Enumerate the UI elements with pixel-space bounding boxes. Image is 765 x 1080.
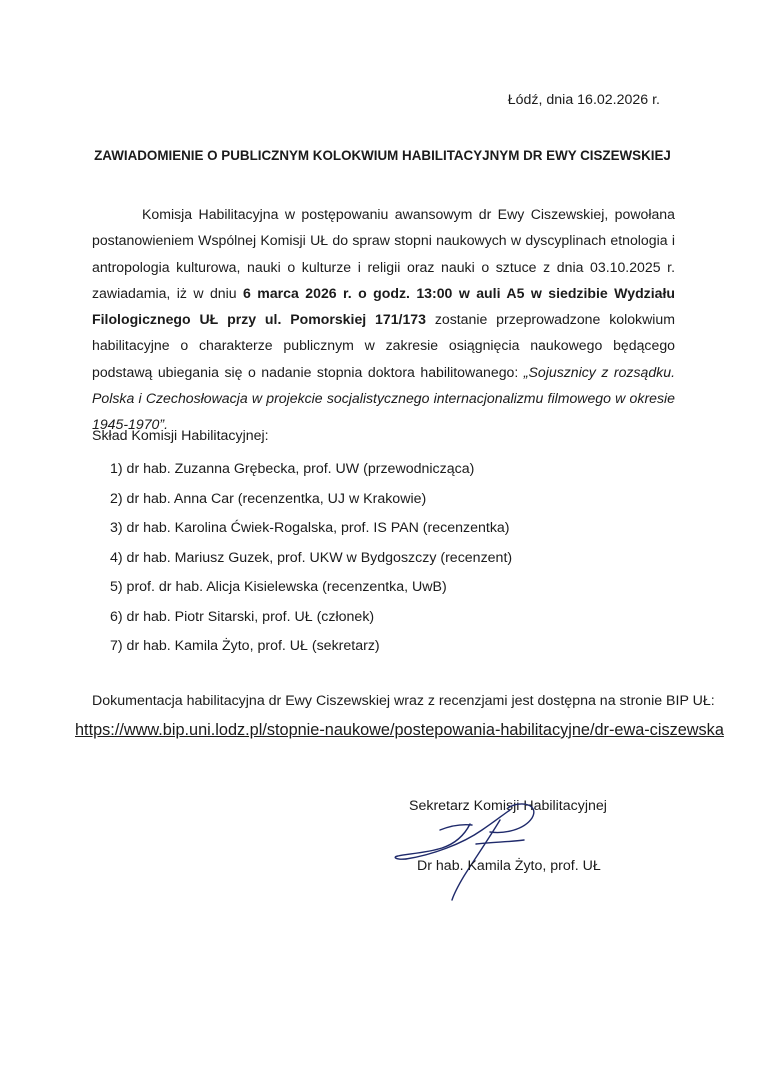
committee-list (110, 459, 512, 666)
documentation-text: Dokumentacja habilitacyjna dr Ewy Ciszewskiej wraz z recenzjami jest dostępna na stronie BIP UŁ: (92, 693, 715, 709)
list-item: 4) dr hab. Mariusz Guzek, prof. UKW w Bydgoszczy (recenzent) (110, 549, 513, 566)
paragraph-text-middle: zostanie przeprowadzone kolokwium habilitacyjne o charakterze publicznym w zakresie osiągnięcia naukowego będącego podstawą ubiegania się o nadanie stopnia doktora habilitowanego: (92, 311, 675, 380)
list-item: 5) prof. dr hab. Alicja Kisielewska (recenzentka, UwB) (110, 579, 447, 595)
paragraph-text-intro: Komisja Habilitacyjna w postępowaniu awansowym dr Ewy Ciszewskiej, powołana postanowieniem Wspólnej Komisji UŁ do spraw stopni naukowych w dyscyplinach etnologia i antropologia kulturowa, nauki o kulturze i religii oraz nauki o sztuce z dnia 03.10.2025 r. zawiadamia, iż w dniu (92, 206, 675, 301)
list-item: 2) dr hab. Anna Car (recenzentka, UJ w Krakowie) (110, 490, 427, 507)
letter-date: Łódź, dnia 16.02.2026 r. (507, 92, 660, 108)
announcement-paragraph (92, 201, 675, 438)
signatory-name: Dr hab. Kamila Żyto, prof. UŁ (417, 858, 601, 874)
paragraph-text-date-place: 6 marca 2026 r. o godz. 13:00 w auli A5 w siedzibie Wydziału Filologicznego UŁ przy ul. Pomorskiej 171/173 (92, 284, 675, 328)
paragraph-text-thesis-title: „Sojusznicy z rozsądku. Polska i Czechosłowacja w projekcie socjalistycznego internacjonalizmu filmowego w okresie 1945-1970”. (92, 363, 675, 433)
list-item: 7) dr hab. Kamila Żyto, prof. UŁ (sekretarz) (110, 638, 380, 654)
committee-label: Skład Komisji Habilitacyjnej: (92, 428, 269, 444)
page-title: ZAWIADOMIENIE O PUBLICZNYM KOLOKWIUM HABILITACYJNYM DR EWY CISZEWSKIEJ (94, 148, 671, 163)
handwritten-signature (392, 800, 557, 905)
signatory-role: Sekretarz Komisji Habilitacyjnej (409, 798, 607, 814)
list-item: 6) dr hab. Piotr Sitarski, prof. UŁ (członek) (110, 608, 375, 625)
list-item: 3) dr hab. Karolina Ćwiek-Rogalska, prof. IS PAN (recenzentka) (110, 520, 510, 536)
bip-link[interactable]: https://www.bip.uni.lodz.pl/stopnie-naukowe/postepowania-habilitacyjne/dr-ewa-ciszewska (75, 721, 724, 739)
list-item: 1) dr hab. Zuzanna Grębecka, prof. UW (przewodnicząca) (110, 461, 475, 477)
